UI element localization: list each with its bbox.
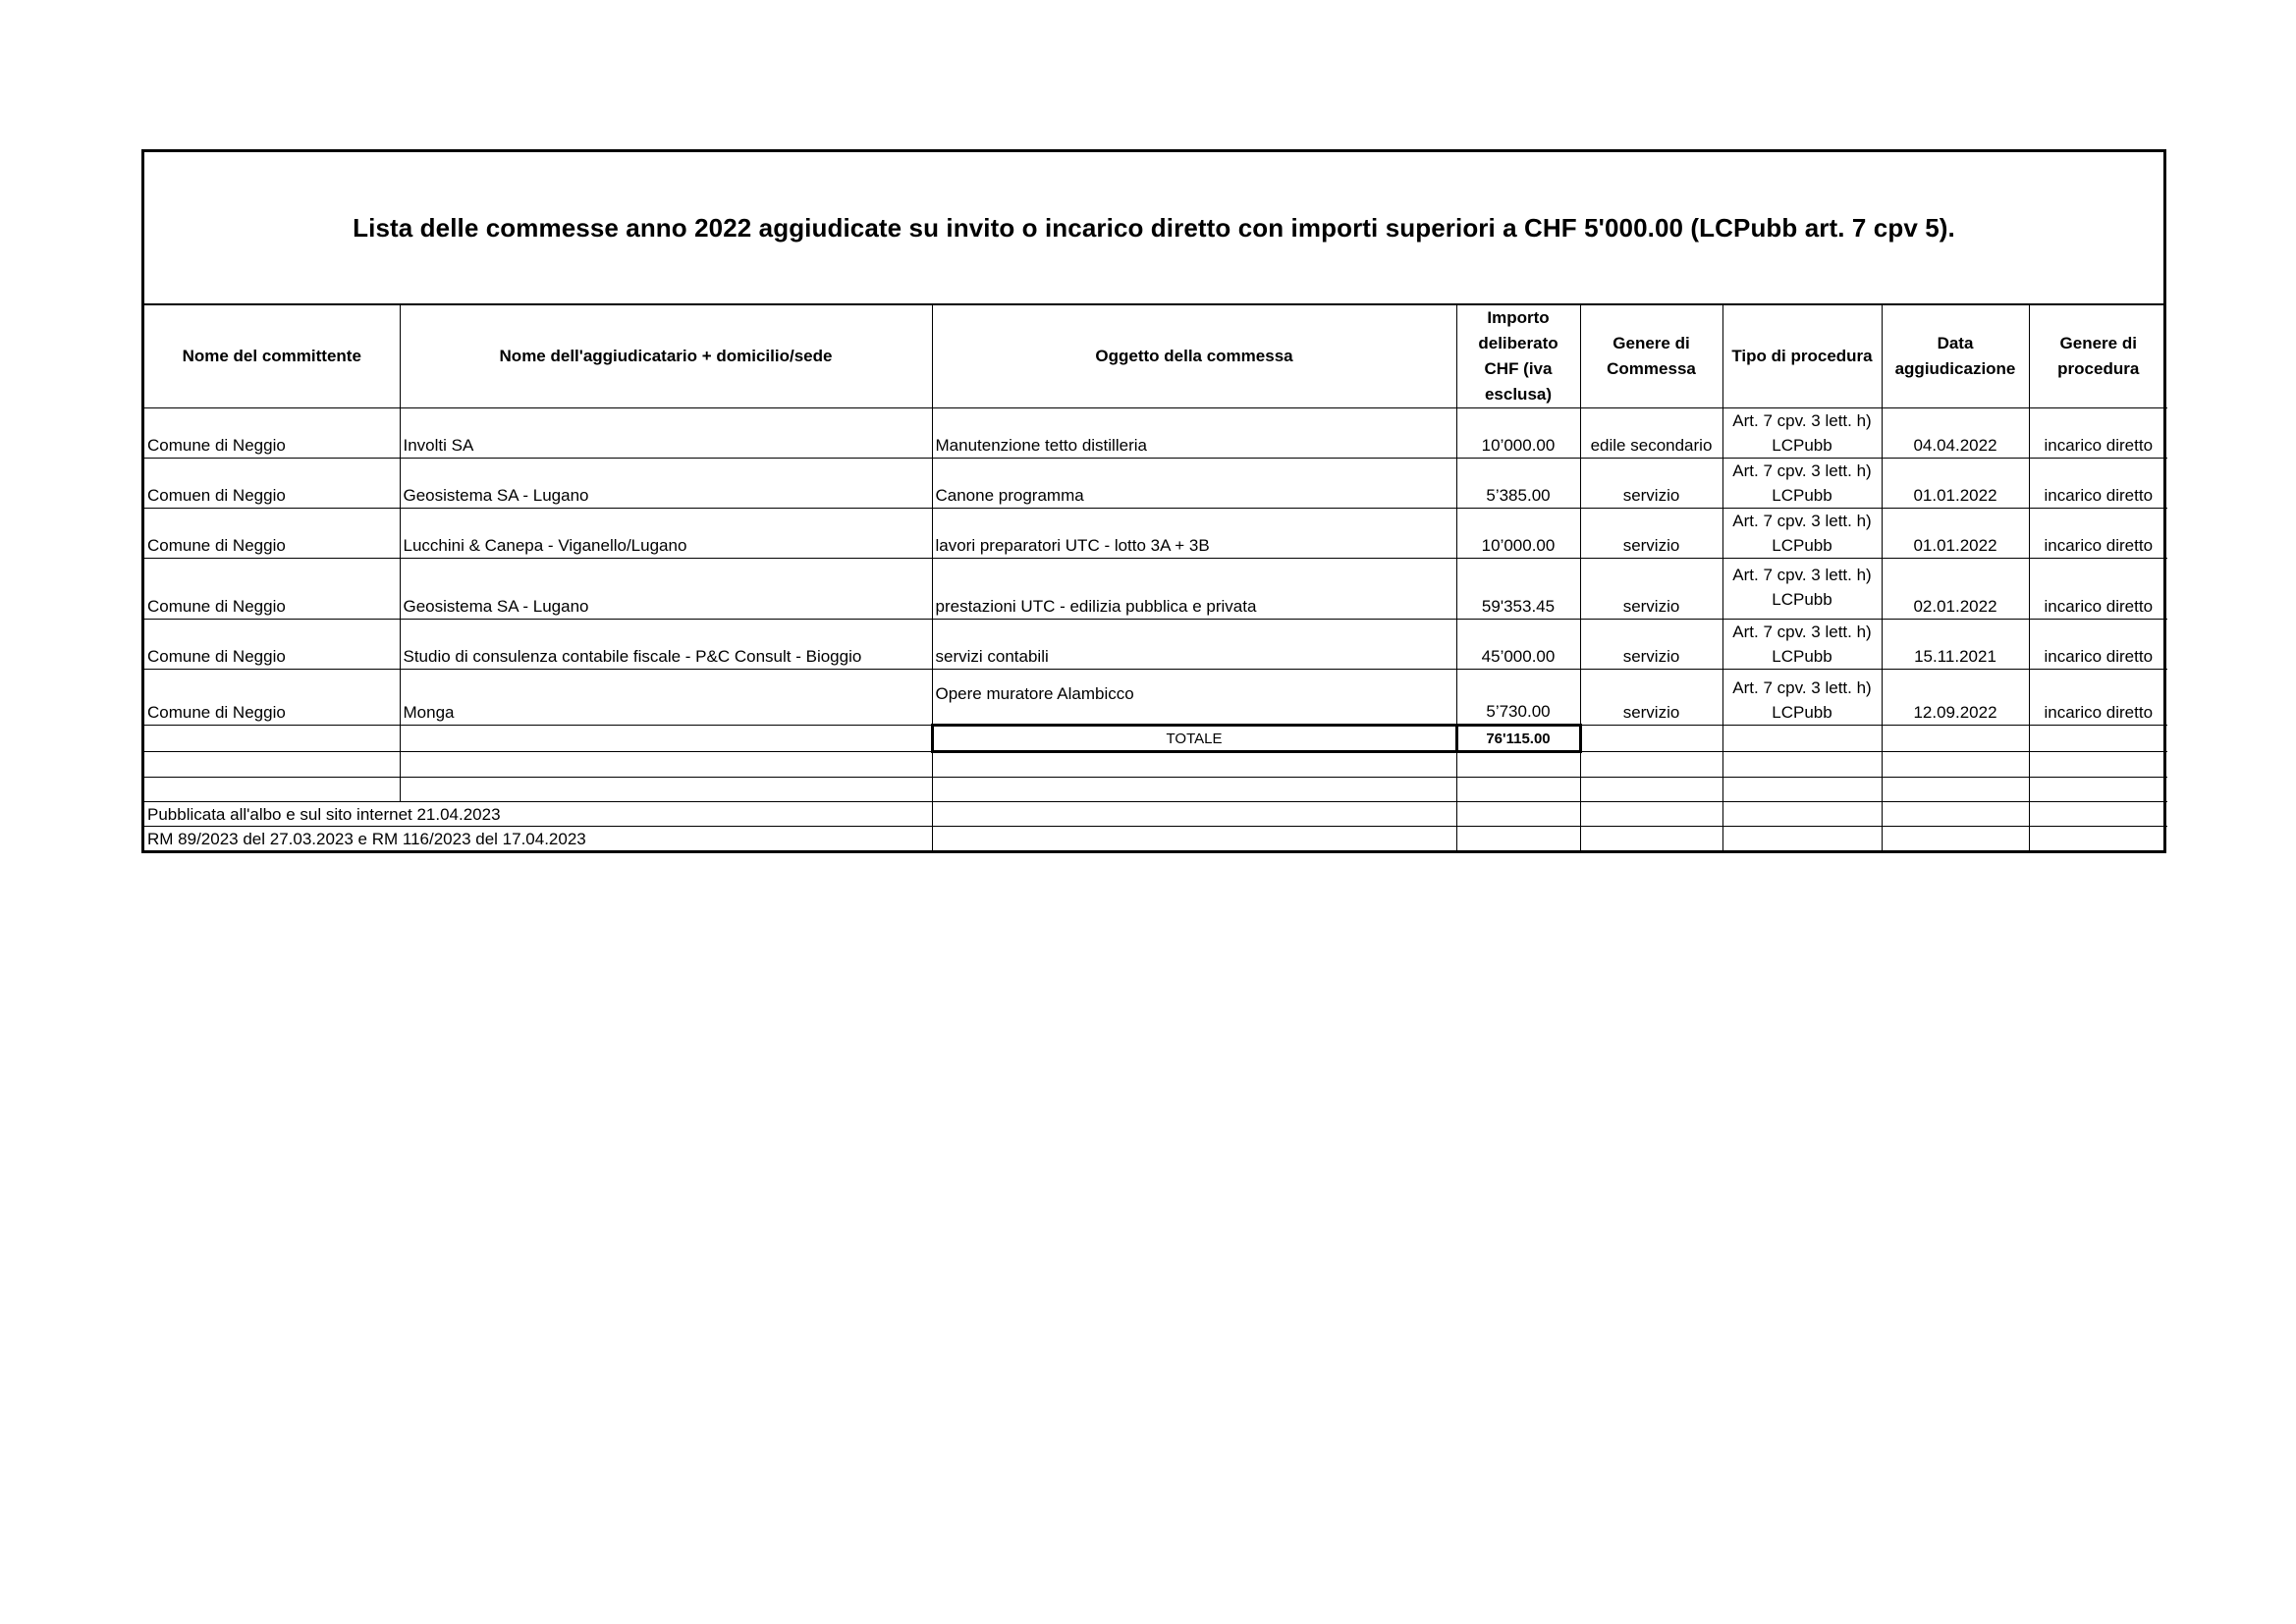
cell-genere-commessa: servizio [1580, 509, 1722, 559]
cell-aggiudicatario: Studio di consulenza contabile fiscale - P&C Consult - Bioggio [400, 620, 932, 670]
empty-cell [1580, 726, 1722, 752]
total-row [144, 726, 2167, 752]
empty-row [144, 752, 2167, 778]
cell-committente: Comuen di Neggio [144, 459, 400, 509]
cell-genere-commessa: edile secondario [1580, 408, 1722, 459]
cell-genere-commessa: servizio [1580, 459, 1722, 509]
cell-data: 12.09.2022 [1882, 670, 2029, 726]
cell-oggetto: Canone programma [932, 459, 1456, 509]
empty-cell [400, 726, 932, 752]
cell-genere-commessa: servizio [1580, 620, 1722, 670]
header-oggetto: Oggetto della commessa [932, 305, 1456, 408]
empty-cell [144, 726, 400, 752]
cell-oggetto: lavori preparatori UTC - lotto 3A + 3B [932, 509, 1456, 559]
procedura-line-2: LCPubb [1772, 486, 1832, 505]
procedura-line-2: LCPubb [1772, 590, 1832, 609]
procedura-line-2: LCPubb [1772, 703, 1832, 722]
cell-genere-commessa: servizio [1580, 559, 1722, 620]
cell-tipo-procedura [1722, 559, 1882, 620]
table-row [144, 459, 2167, 509]
cell-genere-procedura: incarico diretto [2029, 459, 2167, 509]
procedura-line-2: LCPubb [1772, 536, 1832, 555]
empty-cell [1882, 726, 2029, 752]
cell-oggetto: prestazioni UTC - edilizia pubblica e privata [932, 559, 1456, 620]
cell-importo: 59'353.45 [1456, 559, 1580, 620]
cell-genere-commessa: servizio [1580, 670, 1722, 726]
page-title: Lista delle commesse anno 2022 aggiudicate su invito o incarico diretto con importi superiori a CHF 5'000.00 (LCPubb art. 7 cpv 5). [353, 212, 1955, 243]
cell-aggiudicatario: Geosistema SA - Lugano [400, 559, 932, 620]
header-genere-commessa: Genere di Commessa [1580, 305, 1722, 408]
cell-genere-procedura: incarico diretto [2029, 509, 2167, 559]
header-row [144, 305, 2167, 408]
cell-data: 15.11.2021 [1882, 620, 2029, 670]
footer-published: Pubblicata all'albo e sul sito internet 21.04.2023 [144, 802, 932, 827]
table-row [144, 509, 2167, 559]
cell-tipo-procedura [1722, 509, 1882, 559]
header-committente: Nome del committente [144, 305, 400, 408]
empty-cell [1722, 726, 1882, 752]
commesse-table [144, 305, 2167, 850]
footer-row-published [144, 802, 2167, 827]
cell-genere-procedura: incarico diretto [2029, 559, 2167, 620]
cell-data: 01.01.2022 [1882, 459, 2029, 509]
cell-oggetto: Manutenzione tetto distilleria [932, 408, 1456, 459]
footer-resolutions: RM 89/2023 del 27.03.2023 e RM 116/2023 del 17.04.2023 [144, 827, 932, 851]
header-importo: Importo deliberato CHF (iva esclusa) [1456, 305, 1580, 408]
cell-committente: Comune di Neggio [144, 509, 400, 559]
cell-oggetto: servizi contabili [932, 620, 1456, 670]
cell-tipo-procedura [1722, 408, 1882, 459]
cell-committente: Comune di Neggio [144, 620, 400, 670]
cell-data: 04.04.2022 [1882, 408, 2029, 459]
header-data: Data aggiudicazione [1882, 305, 2029, 408]
empty-cell [2029, 726, 2167, 752]
footer-row-resolutions [144, 827, 2167, 851]
cell-committente: Comune di Neggio [144, 408, 400, 459]
cell-importo: 45’000.00 [1456, 620, 1580, 670]
cell-data: 02.01.2022 [1882, 559, 2029, 620]
commesse-sheet [141, 149, 2166, 853]
table-row [144, 559, 2167, 620]
total-value: 76'115.00 [1456, 726, 1580, 752]
procedura-line-1: Art. 7 cpv. 3 lett. h) [1732, 678, 1872, 697]
empty-row [144, 778, 2167, 802]
cell-committente: Comune di Neggio [144, 670, 400, 726]
cell-data: 01.01.2022 [1882, 509, 2029, 559]
cell-importo: 5’730.00 [1456, 670, 1580, 726]
cell-oggetto: Opere muratore Alambicco [932, 670, 1456, 726]
cell-aggiudicatario: Lucchini & Canepa - Viganello/Lugano [400, 509, 932, 559]
procedura-line-1: Art. 7 cpv. 3 lett. h) [1732, 512, 1872, 530]
procedura-line-1: Art. 7 cpv. 3 lett. h) [1732, 461, 1872, 480]
cell-aggiudicatario: Involti SA [400, 408, 932, 459]
cell-aggiudicatario: Geosistema SA - Lugano [400, 459, 932, 509]
table-row [144, 620, 2167, 670]
cell-tipo-procedura [1722, 459, 1882, 509]
table-row [144, 670, 2167, 726]
procedura-line-2: LCPubb [1772, 436, 1832, 455]
table-row [144, 408, 2167, 459]
cell-genere-procedura: incarico diretto [2029, 620, 2167, 670]
procedura-line-1: Art. 7 cpv. 3 lett. h) [1732, 623, 1872, 641]
cell-tipo-procedura [1722, 620, 1882, 670]
title-row [144, 152, 2163, 305]
cell-importo: 5’385.00 [1456, 459, 1580, 509]
header-aggiudicatario: Nome dell'aggiudicatario + domicilio/sede [400, 305, 932, 408]
cell-genere-procedura: incarico diretto [2029, 408, 2167, 459]
procedura-line-1: Art. 7 cpv. 3 lett. h) [1732, 411, 1872, 430]
cell-importo: 10’000.00 [1456, 509, 1580, 559]
cell-importo: 10’000.00 [1456, 408, 1580, 459]
header-tipo-procedura: Tipo di procedura [1722, 305, 1882, 408]
total-label: TOTALE [932, 726, 1456, 752]
cell-tipo-procedura [1722, 670, 1882, 726]
procedura-line-2: LCPubb [1772, 647, 1832, 666]
cell-genere-procedura: incarico diretto [2029, 670, 2167, 726]
cell-aggiudicatario: Monga [400, 670, 932, 726]
procedura-line-1: Art. 7 cpv. 3 lett. h) [1732, 566, 1872, 584]
cell-committente: Comune di Neggio [144, 559, 400, 620]
header-genere-procedura: Genere di procedura [2029, 305, 2167, 408]
